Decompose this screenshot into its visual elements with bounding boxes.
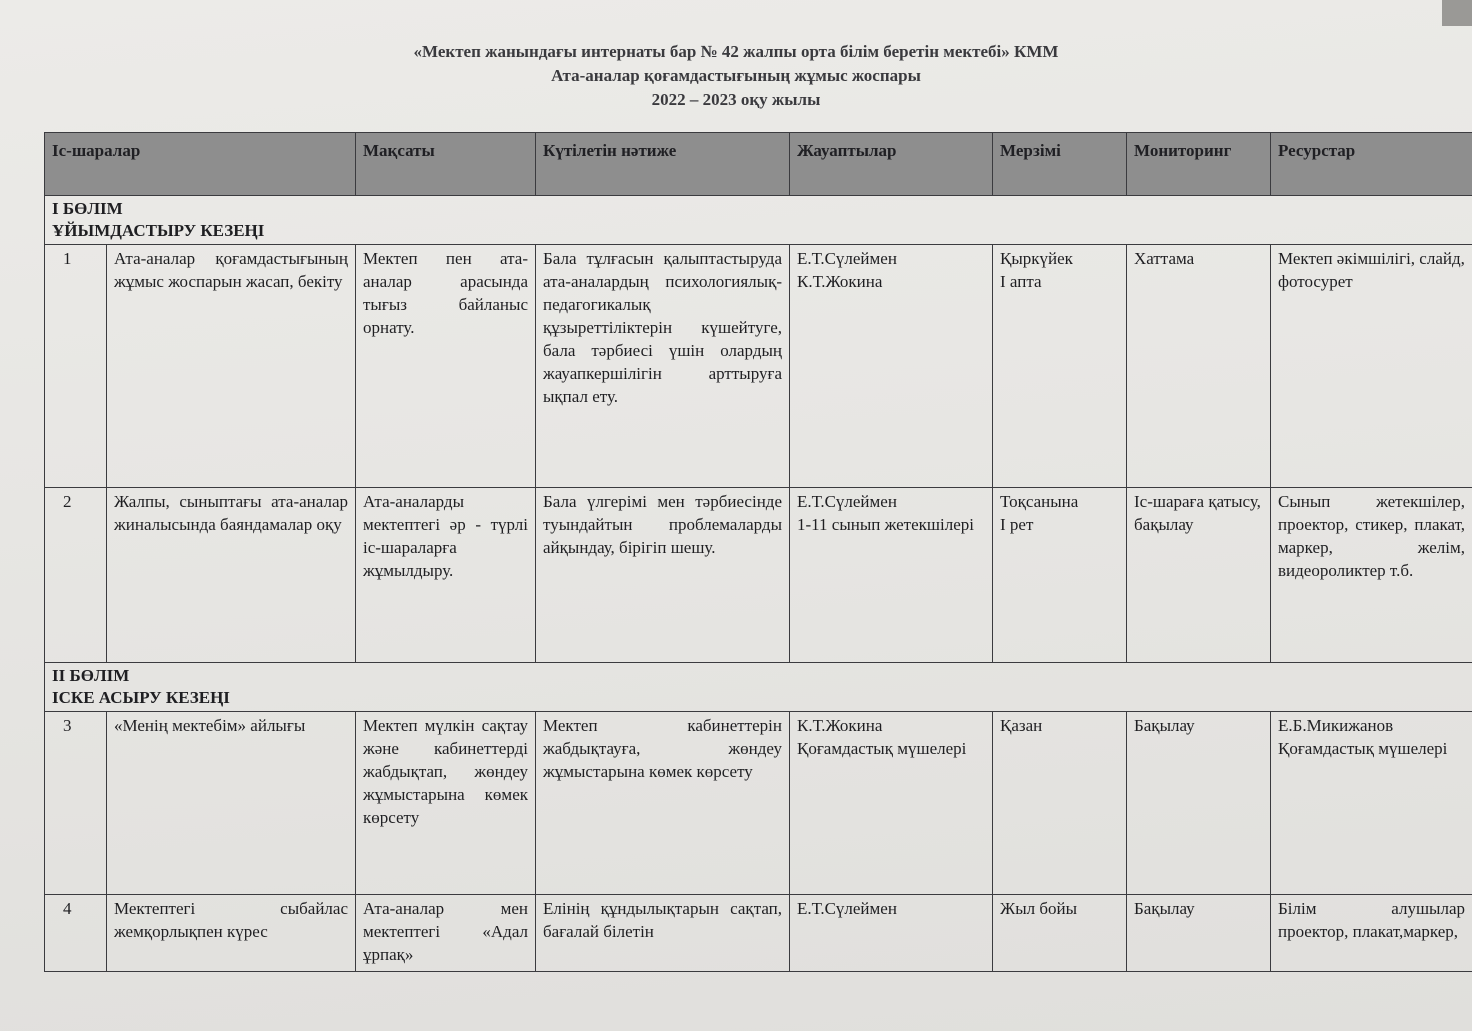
deadline-cell xyxy=(993,895,1127,972)
responsible-name: Е.Т.Сүлеймен xyxy=(797,249,897,268)
section-row xyxy=(45,663,1472,712)
row-number: 1 xyxy=(45,245,107,488)
monitoring-cell: Хаттама xyxy=(1127,245,1271,488)
section-2-title xyxy=(45,663,1472,712)
responsible-cell xyxy=(790,895,993,972)
column-header-resources: Ресурстар xyxy=(1271,133,1472,196)
responsible-name: К.Т.Жокина xyxy=(797,716,883,735)
goal-cell: Ата-аналарды мектептегі әр - түрлі іс-шараларға жұмылдыру. xyxy=(356,488,536,663)
responsible-name: Қоғамдастық мүшелері xyxy=(797,739,967,758)
deadline-text: І рет xyxy=(1000,515,1034,534)
result-cell: Бала үлгерімі мен тәрбиесінде туындайтын проблемаларды айқындау, бірігіп шешу. xyxy=(536,488,790,663)
deadline-cell xyxy=(993,245,1127,488)
result-cell: Мектеп кабинеттерін жабдықтауға, жөндеу жұмыстарына көмек көрсету xyxy=(536,712,790,895)
column-header-responsible: Жауаптылар xyxy=(790,133,993,196)
work-plan-table xyxy=(44,132,1472,972)
resources-cell: Білім алушылар проектор, плакат,маркер, xyxy=(1271,895,1472,972)
table-row xyxy=(45,488,1472,663)
resources-cell: Мектеп әкімшілігі, слайд, фотосурет xyxy=(1271,245,1472,488)
monitoring-cell: Бақылау xyxy=(1127,895,1271,972)
responsible-name: Е.Т.Сүлеймен xyxy=(797,492,897,511)
responsible-cell xyxy=(790,245,993,488)
school-name-heading: «Мектеп жанындағы интернаты бар № 42 жалпы орта білім беретін мектебі» КММ xyxy=(413,42,1059,61)
deadline-cell xyxy=(993,712,1127,895)
academic-year-heading: 2022 – 2023 оқу жылы xyxy=(651,90,821,109)
result-cell: Елінің құндылықтарын сақтап, бағалай білетін xyxy=(536,895,790,972)
responsible-name: К.Т.Жокина xyxy=(797,272,883,291)
activity-cell: Мектептегі сыбайлас жемқорлықпен күрес xyxy=(107,895,356,972)
column-header-expected-result: Күтілетін нәтиже xyxy=(536,133,790,196)
monitoring-cell: Бақылау xyxy=(1127,712,1271,895)
section-1-subtitle: ҰЙЫМДАСТЫРУ КЕЗЕҢІ xyxy=(52,221,265,240)
section-1-label: І БӨЛІМ xyxy=(52,199,123,218)
table-header-row xyxy=(45,133,1472,196)
section-2-label: ІІ БӨЛІМ xyxy=(52,666,130,685)
table-row xyxy=(45,712,1472,895)
plan-title-heading: Ата-аналар қоғамдастығының жұмыс жоспары xyxy=(551,66,921,85)
deadline-text: Қазан xyxy=(1000,716,1043,735)
section-2-subtitle: ІСКЕ АСЫРУ КЕЗЕҢІ xyxy=(52,688,230,707)
page-corner-background xyxy=(1442,0,1472,26)
table-row xyxy=(45,245,1472,488)
activity-cell: «Менің мектебім» айлығы xyxy=(107,712,356,895)
resources-cell: Е.Б.Микижанов Қоғамдастық мүшелері xyxy=(1271,712,1472,895)
activity-cell: Жалпы, сыныптағы ата-аналар жиналысында баяндамалар оқу xyxy=(107,488,356,663)
deadline-cell xyxy=(993,488,1127,663)
responsible-cell xyxy=(790,488,993,663)
column-header-goal: Мақсаты xyxy=(356,133,536,196)
row-number: 4 xyxy=(45,895,107,972)
row-number: 3 xyxy=(45,712,107,895)
section-row xyxy=(45,196,1472,245)
row-number: 2 xyxy=(45,488,107,663)
responsible-name: 1-11 сынып жетекшілері xyxy=(797,515,974,534)
resources-cell: Сынып жетекшілер, проектор, стикер, плакат, маркер, желім, видеороликтер т.б. xyxy=(1271,488,1472,663)
deadline-text: Тоқсанына xyxy=(1000,492,1079,511)
responsible-cell xyxy=(790,712,993,895)
column-header-activities: Іс-шаралар xyxy=(45,133,356,196)
column-header-monitoring: Мониторинг xyxy=(1127,133,1271,196)
goal-cell: Ата-аналар мен мектептегі «Адал ұрпақ» xyxy=(356,895,536,972)
responsible-name: Е.Т.Сүлеймен xyxy=(797,899,897,918)
section-1-title xyxy=(45,196,1472,245)
result-cell: Бала тұлғасын қалыптастыруда ата-аналардың психологиялық-педагогикалық құзыреттіліктерін күшейтуге, бала тәрбиесі үшін олардың жауапкершілігін арттыруға ықпал ету. xyxy=(536,245,790,488)
activity-cell: Ата-аналар қоғамдастығының жұмыс жоспарын жасап, бекіту xyxy=(107,245,356,488)
goal-cell: Мектеп пен ата-аналар арасында тығыз байланыс орнату. xyxy=(356,245,536,488)
deadline-text: І апта xyxy=(1000,272,1042,291)
deadline-text: Қыркүйек xyxy=(1000,249,1073,268)
table-row xyxy=(45,895,1472,972)
goal-cell: Мектеп мүлкін сақтау және кабинеттерді жабдықтап, жөндеу жұмыстарына көмек көрсету xyxy=(356,712,536,895)
column-header-deadline: Мерзімі xyxy=(993,133,1127,196)
monitoring-cell: Іс-шараға қатысу, бақылау xyxy=(1127,488,1271,663)
deadline-text: Жыл бойы xyxy=(1000,899,1078,918)
